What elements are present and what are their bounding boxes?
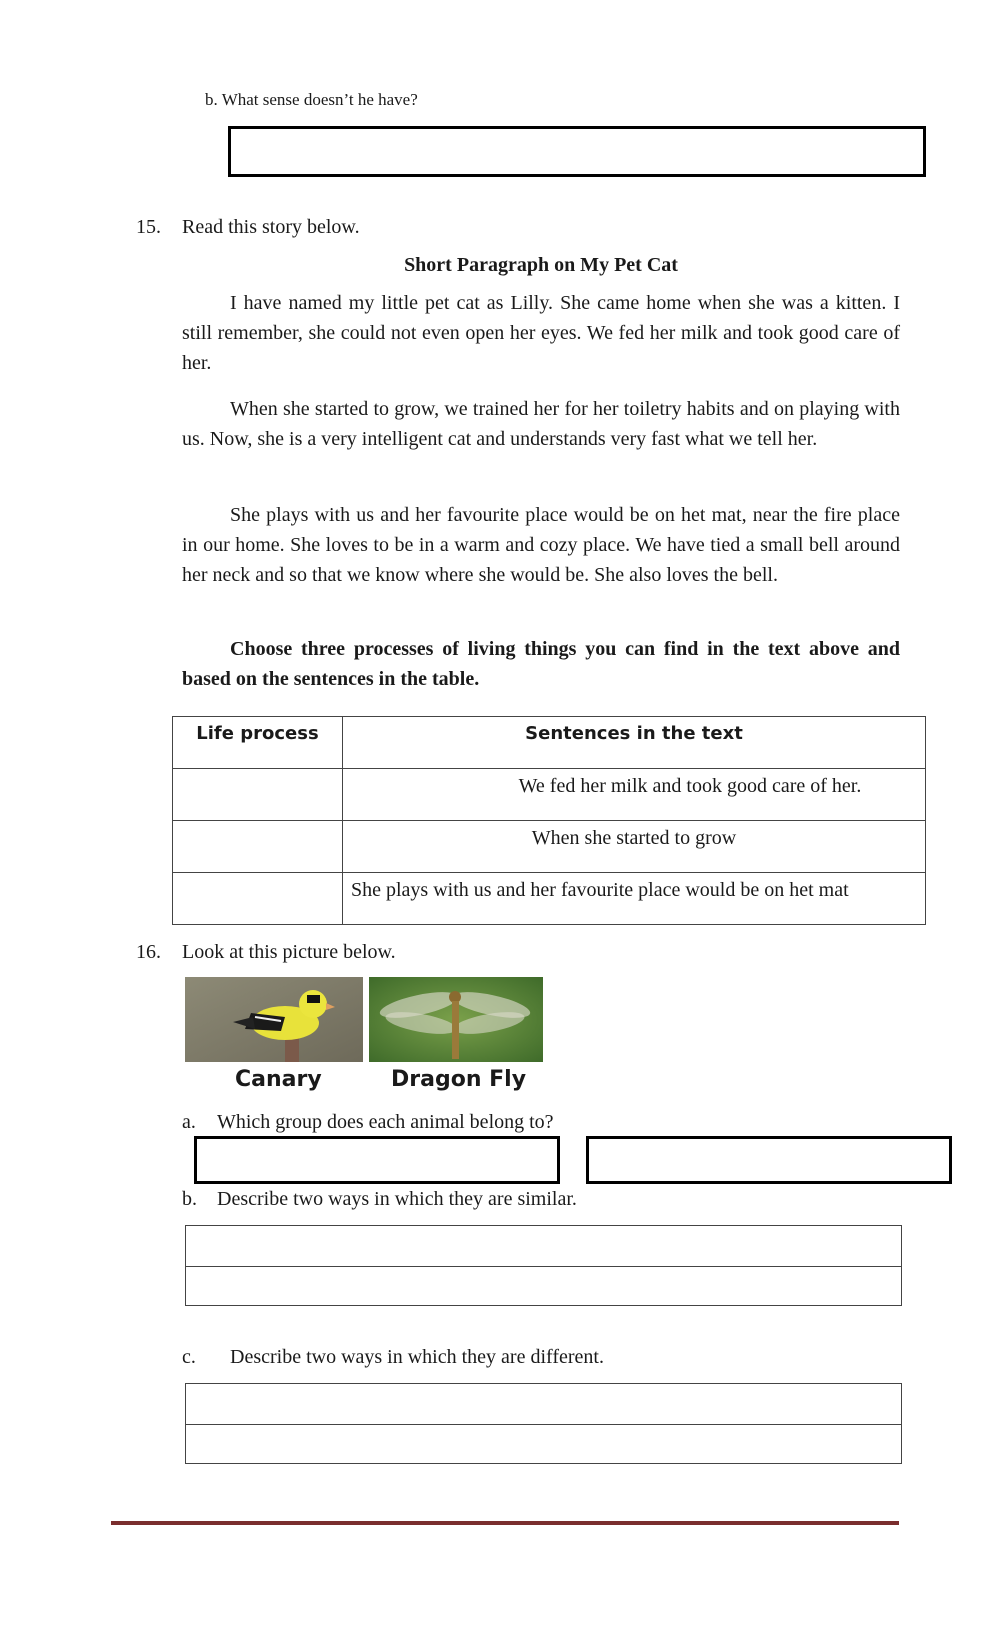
- header-life-process: Life process: [173, 717, 343, 769]
- sentence-cell: She plays with us and her favourite place would be on het mat: [343, 873, 926, 925]
- life-process-cell[interactable]: [173, 821, 343, 873]
- question-16-prompt: Look at this picture below.: [182, 941, 396, 963]
- answer-box-dragonfly-group[interactable]: [586, 1136, 952, 1184]
- question-16c-text: Describe two ways in which they are different.: [230, 1346, 604, 1368]
- question-15-number: 15.: [136, 216, 161, 238]
- table-header-row: [173, 717, 926, 769]
- question-14b-label: b. What sense doesn’t he have?: [205, 90, 418, 109]
- story-paragraph-2: When she started to grow, we trained her for her toiletry habits and on playing with us. Now, she is a very intelligent cat and understands very fast what we tell her.: [182, 398, 900, 450]
- story-paragraph-3: She plays with us and her favourite place would be on het mat, near the fire place in our home. She loves to be in a warm and cozy place. We have tied a small bell around her neck and so that we know where she would be. She also loves the bell.: [182, 504, 900, 586]
- life-process-cell[interactable]: [173, 769, 343, 821]
- sentence-cell: We fed her milk and took good care of her.: [343, 769, 926, 821]
- canary-caption: Canary: [235, 1067, 322, 1092]
- question-16b-letter: b.: [182, 1188, 197, 1210]
- answer-line-different-1[interactable]: [186, 1384, 901, 1424]
- header-sentences: Sentences in the text: [343, 717, 926, 769]
- table-row: [173, 821, 926, 873]
- question-16c-letter: c.: [182, 1346, 196, 1368]
- answer-lines-different: [185, 1383, 902, 1464]
- answer-line-different-2[interactable]: [186, 1424, 901, 1464]
- answer-box-canary-group[interactable]: [194, 1136, 560, 1184]
- story-title: Short Paragraph on My Pet Cat: [404, 254, 678, 276]
- life-process-cell[interactable]: [173, 873, 343, 925]
- answer-lines-similar: [185, 1225, 902, 1306]
- question-16a-letter: a.: [182, 1111, 196, 1133]
- story-paragraph-1: I have named my little pet cat as Lilly. She came home when she was a kitten. I still remember, she could not even open her eyes. We fed her milk and took good care of her.: [182, 292, 900, 374]
- dragonfly-caption: Dragon Fly: [391, 1067, 527, 1092]
- question-16-number: 16.: [136, 941, 161, 963]
- question-16b-text: Describe two ways in which they are similar.: [217, 1188, 577, 1210]
- life-process-table: [172, 716, 926, 925]
- table-row: [173, 873, 926, 925]
- dragonfly-photo: [369, 977, 543, 1062]
- answer-line-similar-1[interactable]: [186, 1226, 901, 1266]
- dragonfly-illustration: [369, 977, 543, 1062]
- question-16a-text: Which group does each animal belong to?: [217, 1111, 554, 1133]
- question-15-instruction: Choose three processes of living things you can find in the text above and based on the sentences in the table.: [182, 638, 900, 690]
- canary-photo: [185, 977, 363, 1062]
- sentence-cell: When she started to grow: [343, 821, 926, 873]
- canary-illustration: [185, 977, 363, 1062]
- footer-rule: [111, 1521, 899, 1525]
- answer-line-similar-2[interactable]: [186, 1266, 901, 1306]
- answer-box-14b[interactable]: [228, 126, 926, 177]
- table-row: [173, 769, 926, 821]
- question-15-prompt: Read this story below.: [182, 216, 360, 238]
